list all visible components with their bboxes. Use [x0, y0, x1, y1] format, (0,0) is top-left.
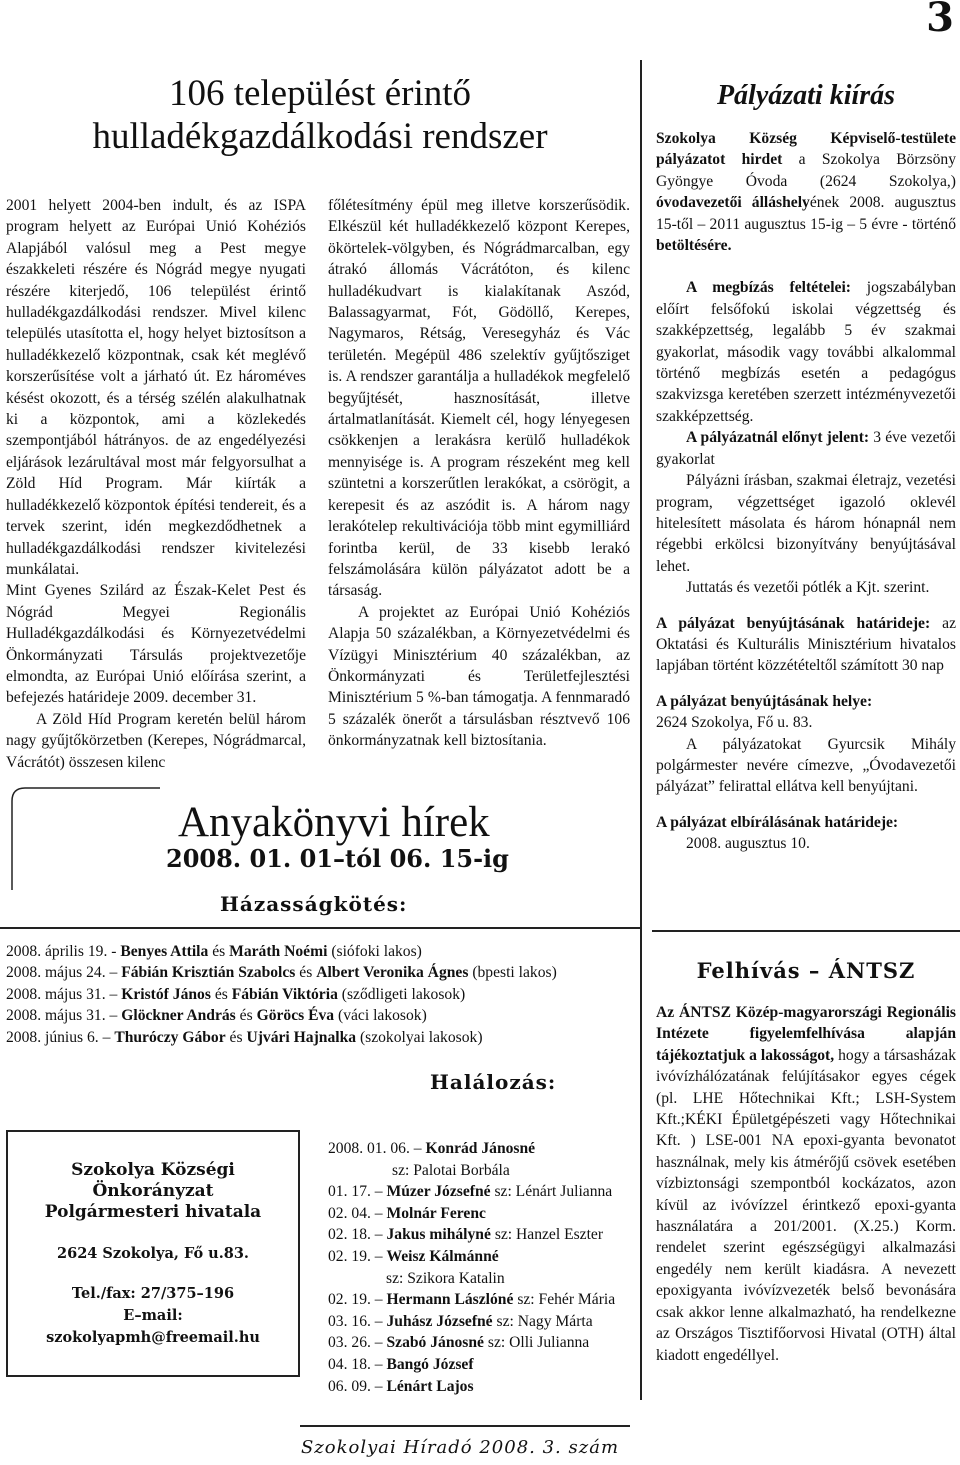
death-list: [328, 1138, 633, 1397]
office-email-label: E–mail:: [123, 1307, 183, 1324]
list-item: 2008. április 19. - Benyes Attila és Maráth Noémi (siófoki lakos): [6, 943, 422, 960]
title-line-2: hulladékgazdálkodási rendszer: [92, 116, 548, 157]
list-item: 03. 16. – Juhász Józsefné sz: Nagy Márta: [328, 1312, 593, 1330]
palyazat-place-label: A pályázat benyújtásának helye:: [656, 692, 873, 710]
palyazat-pay: Juttatás és vezetői pótlék a Kjt. szerint.: [686, 579, 930, 597]
list-item: 2008. június 6. – Thuróczy Gábor és Ujvári Hajnalka (szokolyai lakosok): [6, 1028, 483, 1046]
col2-p2: A projektet az Európai Unió Kohéziós Alapja 50 százalékban, a Környezetvédelmi és Vízügyi Minisztérium 40 százalékban, az Önkormányzati és Területfejlesztési Minisztérium 5 %-ban támogatja. A fennmaradó 5 százalék önerőt a társulásban résztvevő 106 önkormányzatnak kell biztosítania.: [328, 603, 630, 750]
list-item: 02. 19. – Weisz Kálmánné: [328, 1247, 499, 1265]
palyazat-advantage: A pályázatnál előnyt jelent: 3 éve vezetői gyakorlat: [656, 429, 957, 468]
main-article-title: [0, 72, 640, 158]
palyazat-body: [656, 128, 956, 855]
antsz-title: Felhívás – ÁNTSZ: [696, 958, 916, 983]
list-item: sz: Palotai Borbála: [392, 1161, 510, 1179]
palyazat-title: Pályázati kiírás: [716, 80, 896, 111]
main-article-col2: [328, 195, 630, 752]
list-item: 2008. május 31. – Glöckner András és Göröcs Éva (váci lakosok): [6, 1007, 427, 1025]
list-item: sz: Szikora Katalin: [386, 1269, 505, 1287]
office-email[interactable]: szokolyapmh@freemail.hu: [46, 1329, 260, 1346]
office-phone: Tel./fax: 27/375–196: [71, 1285, 235, 1302]
col1-p2: Mint Gyenes Szilárd az Észak-Kelet Pest és Nógrád Megyei Regionális Hulladékgazdálkodási és Környezetvédelmi Önkormányzati Társulás projektvezetője elmondta, az Európai Unió előírása szerint, a befejezés határideje 2009. december 31.: [6, 582, 306, 707]
palyazat-place: 2624 Szokolya, Fő u. 83.: [656, 714, 813, 732]
palyazat-send: A pályázatokat Gyurcsik Mihály polgármester nevére címezve, „Óvodavezetői pályázat” felirattal ellátva kell benyújtani.: [656, 735, 956, 796]
anyakonyv-date-range: 2008. 01. 01–tól 06. 15-ig: [166, 844, 509, 873]
antsz-bold: Az ÁNTSZ Közép-magyarországi Regionális Intézete figyelemfelhívása alapján tájékoztatjuk a lakosságot,: [656, 1004, 956, 1064]
antsz-text: hogy a társasházak ivóvízhálózatának felújításakor egyes cégek (pl. LHE Hőtechnikai Kft.; LSH-System Kft.;KÉKI Épületgépészeti vagy Hőtechnikai Kft. ) LSE-001 NA epoxi-gyanta bevonatot használnak, mely kis átmérőjű csövek esetében vízbiztonsági szempontból kockázatos, azon kívül az ivóvízzel érintkező epoxi-gyanta használatára a 201/2001. (X.25.) Korm. rendelet szerint egészségügyi alkalmazási engedély nem került kiadásra. A nevezett epoxigyanta ivóvízvezeték belső bevonására csak akkor lenne alkalmazható, ha rendelkezne az Országos Tisztifőorvosi Hivatal (OTH) által kiadott engedéllyel.: [656, 1046, 956, 1364]
list-item: 01. 17. – Múzer Józsefné sz: Lénárt Julianna: [328, 1183, 613, 1201]
list-item: 02. 18. – Jakus mihályné sz: Hanzel Eszter: [328, 1226, 604, 1244]
marriage-list: [6, 941, 636, 1048]
col1-p1b: Mivel kilenc település utasította el, hogy helyet biztosítson a hulladékkezelő központnak, csak két meglévő korszerűsítése volt a járható út. Ez hároméves késést okozott, és a térség szélén alakulhatnak ki a központok, ami a közlekedés szempontjából hátrányos. de az engedélyezési eljárások lezárultával most már felgyorsulhat a Zöld Híd Program. Már kiírták a hulladékkezelő központok építési tendereit, és a tervek szerint, idén megkezdődhetnek a hulladékgazdálkodási rendszer kivitelezési munkálatai.: [6, 304, 306, 578]
col1-p1a: 2001 helyett 2004-ben indult, és az ISPA program helyett az Európai Unió Kohéziós Alapjából valósul meg a Pest megye északkeleti részére és Nógrád megye nyugati részére kiterjedő, 106 települést érintő hulladékgazdálkodási rendszer.: [6, 197, 306, 322]
list-item: 03. 26. – Szabó Jánosné sz: Olli Julianna: [328, 1334, 590, 1352]
col1-p3: A Zöld Híd Program keretén belül három nagy gyűjtőkörzetben (Kerepes, Nógrádmarcal, Vácrátót) összesen kilenc: [6, 710, 306, 771]
palyazat-conditions: A megbízás feltételei: jogszabályban előírt felsőfokú iskolai végzettség és szakképzettség, legalább 5 év szakmai gyakorlat, második vagy további alkalommal történő megbízás esetén a pedagógus szakvizsga keretében szerzett intézményvezetői szakképzettség.: [656, 279, 956, 425]
list-item: 2008. május 31. – Kristóf János és Fábián Viktória (sződligeti lakosok): [6, 985, 466, 1003]
list-item: 02. 19. – Hermann Lászlóné sz: Fehér Mária: [328, 1291, 616, 1309]
palyazat-eval: 2008. augusztus 10.: [686, 835, 810, 853]
palyazat-intro: Szokolya Község Képviselő-testülete pályázatot hirdet a Szokolya Börzsöny Gyöngye Óvoda (2624 Szokolya,) óvodavezetői álláshelyének 2008. augusztus 15-től – 2011 augusztus 15-ig – 5 évre - történő betöltésére.: [656, 130, 956, 255]
footer-publication: Szokolyai Híradó 2008. 3. szám: [300, 1437, 620, 1458]
list-item: 2008. május 24. – Fábián Krisztián Szabolcs és Albert Veronika Ágnes (bpesti lakos): [6, 964, 557, 982]
divider-footer: [300, 1425, 630, 1427]
office-address: 2624 Szokolya, Fő u.83.: [57, 1245, 249, 1262]
marriage-heading: Házasságkötés:: [220, 892, 408, 916]
list-item: 04. 18. – Bangó József: [328, 1355, 474, 1373]
column-divider-right: [640, 60, 642, 1400]
list-item: 02. 04. – Molnár Ferenc: [328, 1204, 486, 1222]
main-article-col1: [6, 195, 306, 773]
divider-palyazat-bottom: [652, 930, 960, 932]
anyakonyv-title: Anyakönyvi hírek: [178, 799, 490, 846]
title-line-1: 106 települést érintő: [168, 73, 472, 114]
palyazat-documents: Pályázni írásban, szakmai életrajz, vezetési program, végzettséget igazoló oklevél hitelesített másolata és három hónapnál nem régebbi erkölcsi bizonyítvány benyújtásával lehet.: [656, 472, 956, 575]
office-contact-box: [6, 1130, 300, 1377]
list-item: 2008. 01. 06. – Konrád Jánosné: [328, 1140, 536, 1157]
col2-p1: főlétesítmény épül meg illetve korszerűsödik. Elkészül két hulladékkezelő központ Kerepes, ökörtelek-völgyben, és Nógrádmarcalban, egy átrakó állomás Vácrátóton, és kilenc hulladékudvart is kialakítanak Aszód, Balassagyarmat, Fót, Gödöllő, Kerepes, Nagymaros, Rétság, Veresegyház és Vác területén. Megépül 486 szelektív gyűjtősziget is. A rendszer garantálja a hulladékok megfelelő begyűjtését, hasznosítását, illetve ártalmatlanítását. Kiemelt cél, hogy lényegesen csökkenjen a lerakásra kerülő hulladékok mennyisége is. A program részeként meg kell szüntetni a korszerűtlen lerakókat, a csörögit, a kerepesit és az aszódit is. A három nagy lerakótelep rekultivációja több mint egymilliárd forintba kerül, de 33 kisebb lerakó felszámolására külön pályázatot adott be a társaság.: [328, 197, 630, 600]
death-heading: Halálozás:: [430, 1070, 557, 1094]
page-number: 3: [926, 0, 954, 41]
office-name: Szokolya Községi Önkorányzat Polgármesteri hivatala: [44, 1160, 262, 1222]
palyazat-deadline: A pályázat benyújtásának határideje: az Oktatási és Kulturális Minisztérium hivatalos lapjában történt közzétételtől számított 30 nap: [656, 614, 956, 675]
antsz-body: [656, 1002, 956, 1366]
list-item: 06. 09. – Lénárt Lajos: [328, 1377, 474, 1395]
palyazat-eval-label: A pályázat elbírálásának határideje:: [656, 813, 899, 831]
